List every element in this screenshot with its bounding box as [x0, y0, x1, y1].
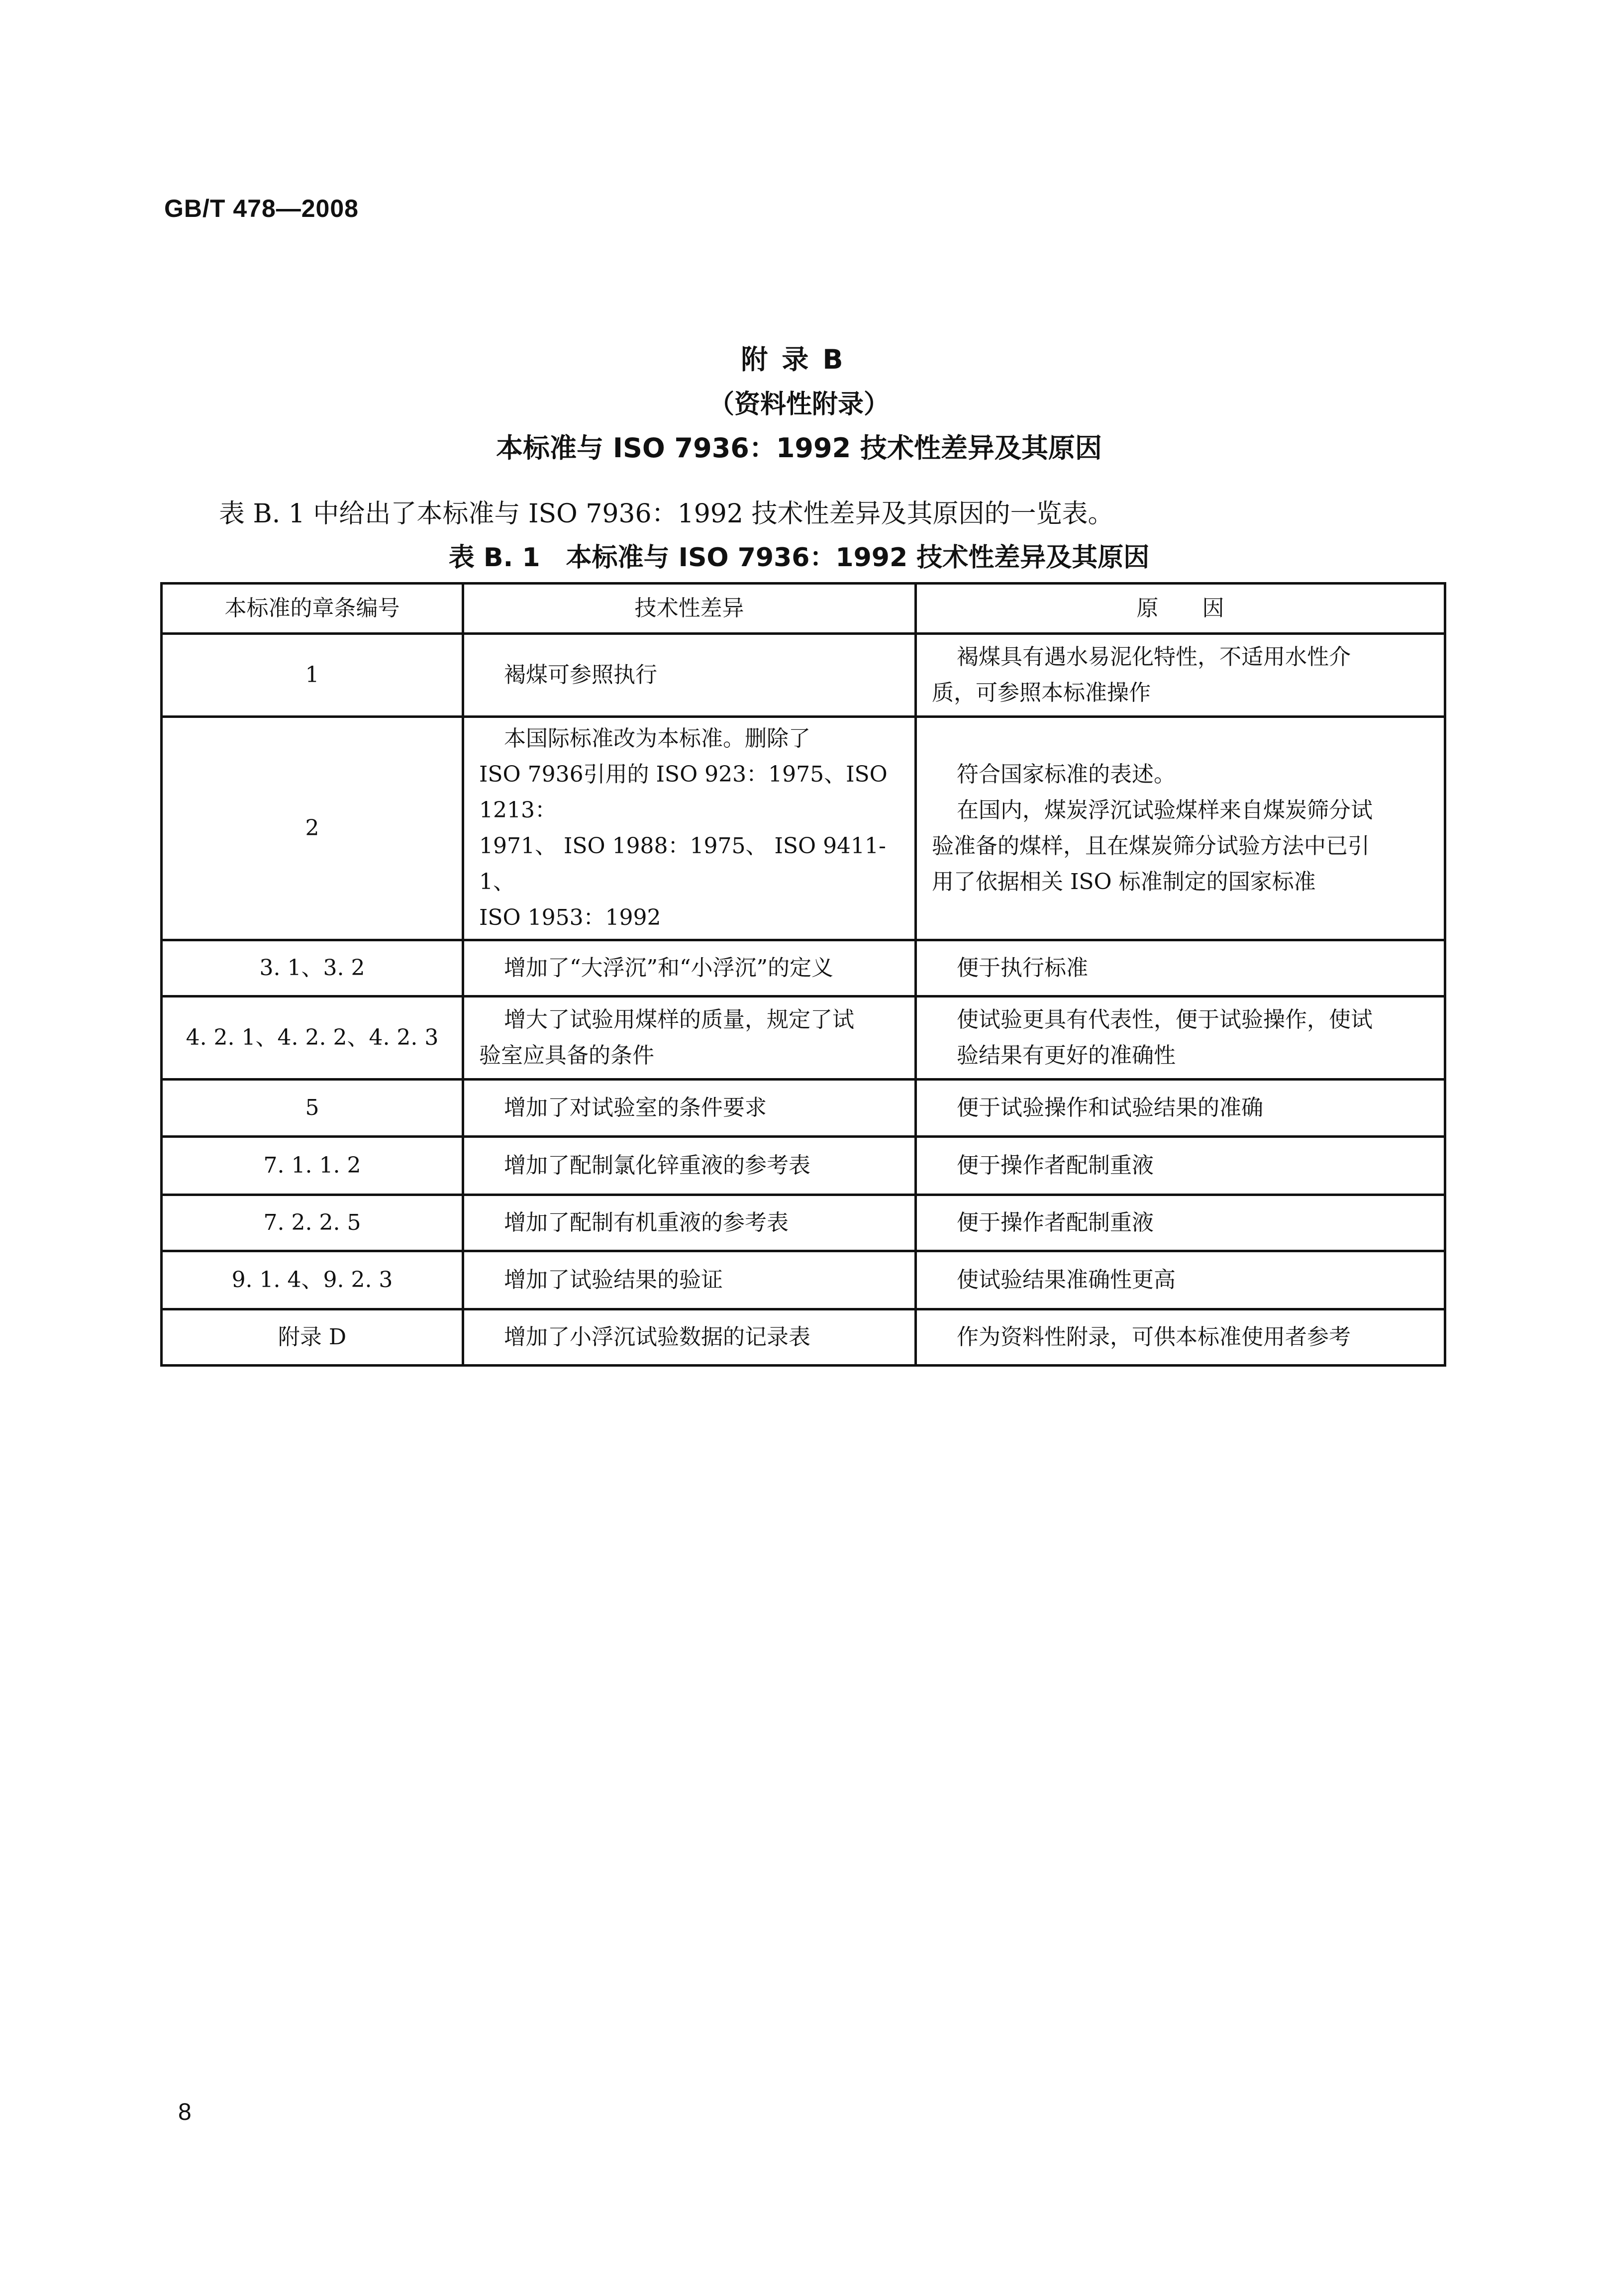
reason-cell — [916, 1309, 1445, 1366]
table-header-row — [162, 584, 1445, 634]
table-caption: 表 B. 1 本标准与 ISO 7936：1992 技术性差异及其原因 — [448, 543, 1150, 573]
reason-line: 用了依据相关 ISO 标准制定的国家标准 — [932, 869, 1316, 895]
clause-cell: 7. 1. 1. 2 — [162, 1137, 463, 1195]
page-number: 8 — [178, 2099, 192, 2125]
reason-line: 使试验更具有代表性，便于试验操作，使试 — [957, 1007, 1373, 1032]
clause-cell: 2 — [162, 717, 463, 940]
table-row — [162, 1080, 1445, 1137]
difference-line: 褐煤可参照执行 — [504, 662, 657, 688]
difference-cell — [463, 1080, 916, 1137]
difference-cell — [463, 1251, 916, 1309]
clause-cell: 9. 1. 4、9. 2. 3 — [162, 1251, 463, 1309]
reason-line: 褐煤具有遇水易泥化特性，不适用水性介 — [957, 644, 1351, 670]
table-row — [162, 717, 1445, 940]
difference-cell — [463, 1195, 916, 1251]
difference-cell — [463, 940, 916, 997]
clause-cell: 5 — [162, 1080, 463, 1137]
reason-cell — [916, 997, 1445, 1080]
reason-line: 符合国家标准的表述。 — [957, 762, 1176, 787]
standard-code: GB/T 478—2008 — [164, 195, 359, 222]
clause-cell: 7. 2. 2. 5 — [162, 1195, 463, 1251]
reason-line: 使试验结果准确性更高 — [957, 1267, 1176, 1293]
reason-cell — [916, 1080, 1445, 1137]
table-row — [162, 634, 1445, 717]
difference-line: 增加了小浮沉试验数据的记录表 — [504, 1324, 810, 1350]
difference-line: 增加了配制有机重液的参考表 — [504, 1210, 789, 1235]
reason-line: 作为资料性附录，可供本标准使用者参考 — [957, 1324, 1351, 1350]
difference-cell — [463, 1309, 916, 1366]
difference-cell — [463, 634, 916, 717]
difference-line: 增加了试验结果的验证 — [504, 1267, 723, 1293]
difference-cell — [463, 1137, 916, 1195]
table-row — [162, 1251, 1445, 1309]
header-difference: 技术性差异 — [463, 584, 916, 634]
clause-cell: 1 — [162, 634, 463, 717]
appendix-heading: 本标准与 ISO 7936：1992 技术性差异及其原因 — [496, 432, 1102, 464]
difference-line: ISO 7936引用的 ISO 923：1975、ISO 1213： — [479, 762, 888, 823]
header-reason: 原 因 — [916, 584, 1445, 634]
clause-cell: 3. 1、3. 2 — [162, 940, 463, 997]
reason-cell — [916, 940, 1445, 997]
difference-line: 增加了对试验室的条件要求 — [504, 1095, 767, 1120]
difference-line: 增大了试验用煤样的质量，规定了试 — [504, 1007, 854, 1032]
table-row — [162, 997, 1445, 1080]
reason-line: 在国内，煤炭浮沉试验煤样来自煤炭筛分试 — [957, 798, 1373, 823]
reason-cell — [916, 1251, 1445, 1309]
reason-cell — [916, 634, 1445, 717]
differences-table — [160, 582, 1446, 1367]
reason-line: 验准备的煤样，且在煤炭筛分试验方法中已引 — [932, 833, 1370, 859]
reason-line: 便于操作者配制重液 — [957, 1153, 1154, 1178]
reason-line: 验结果有更好的准确性 — [957, 1043, 1176, 1068]
table-row — [162, 1309, 1445, 1366]
difference-line: 增加了配制氯化锌重液的参考表 — [504, 1153, 810, 1178]
difference-line: 1971、 ISO 1988：1975、 ISO 9411-1、 — [479, 833, 886, 895]
difference-cell — [463, 997, 916, 1080]
appendix-type: （资料性附录） — [708, 390, 890, 419]
reason-cell — [916, 717, 1445, 940]
difference-line: 验室应具备的条件 — [479, 1043, 654, 1068]
reason-line: 便于试验操作和试验结果的准确 — [957, 1095, 1263, 1120]
difference-line: 增加了“大浮沉”和“小浮沉”的定义 — [504, 955, 833, 981]
intro-text: 表 B. 1 中给出了本标准与 ISO 7936：1992 技术性差异及其原因的一览表。 — [219, 499, 1114, 529]
reason-line: 质，可参照本标准操作 — [932, 680, 1151, 705]
differences-table-wrapper — [160, 582, 1444, 1367]
reason-cell — [916, 1195, 1445, 1251]
reason-line: 便于执行标准 — [957, 955, 1088, 981]
reason-line: 便于操作者配制重液 — [957, 1210, 1154, 1235]
difference-line: 本国际标准改为本标准。删除了 — [504, 726, 810, 751]
appendix-label: 附录B — [741, 344, 857, 375]
table-row — [162, 1195, 1445, 1251]
clause-cell: 4. 2. 1、4. 2. 2、4. 2. 3 — [162, 997, 463, 1080]
difference-line: ISO 1953：1992 — [479, 905, 661, 930]
clause-cell: 附录 D — [162, 1309, 463, 1366]
difference-cell — [463, 717, 916, 940]
table-row — [162, 940, 1445, 997]
table-row — [162, 1137, 1445, 1195]
header-clause: 本标准的章条编号 — [162, 584, 463, 634]
reason-cell — [916, 1137, 1445, 1195]
